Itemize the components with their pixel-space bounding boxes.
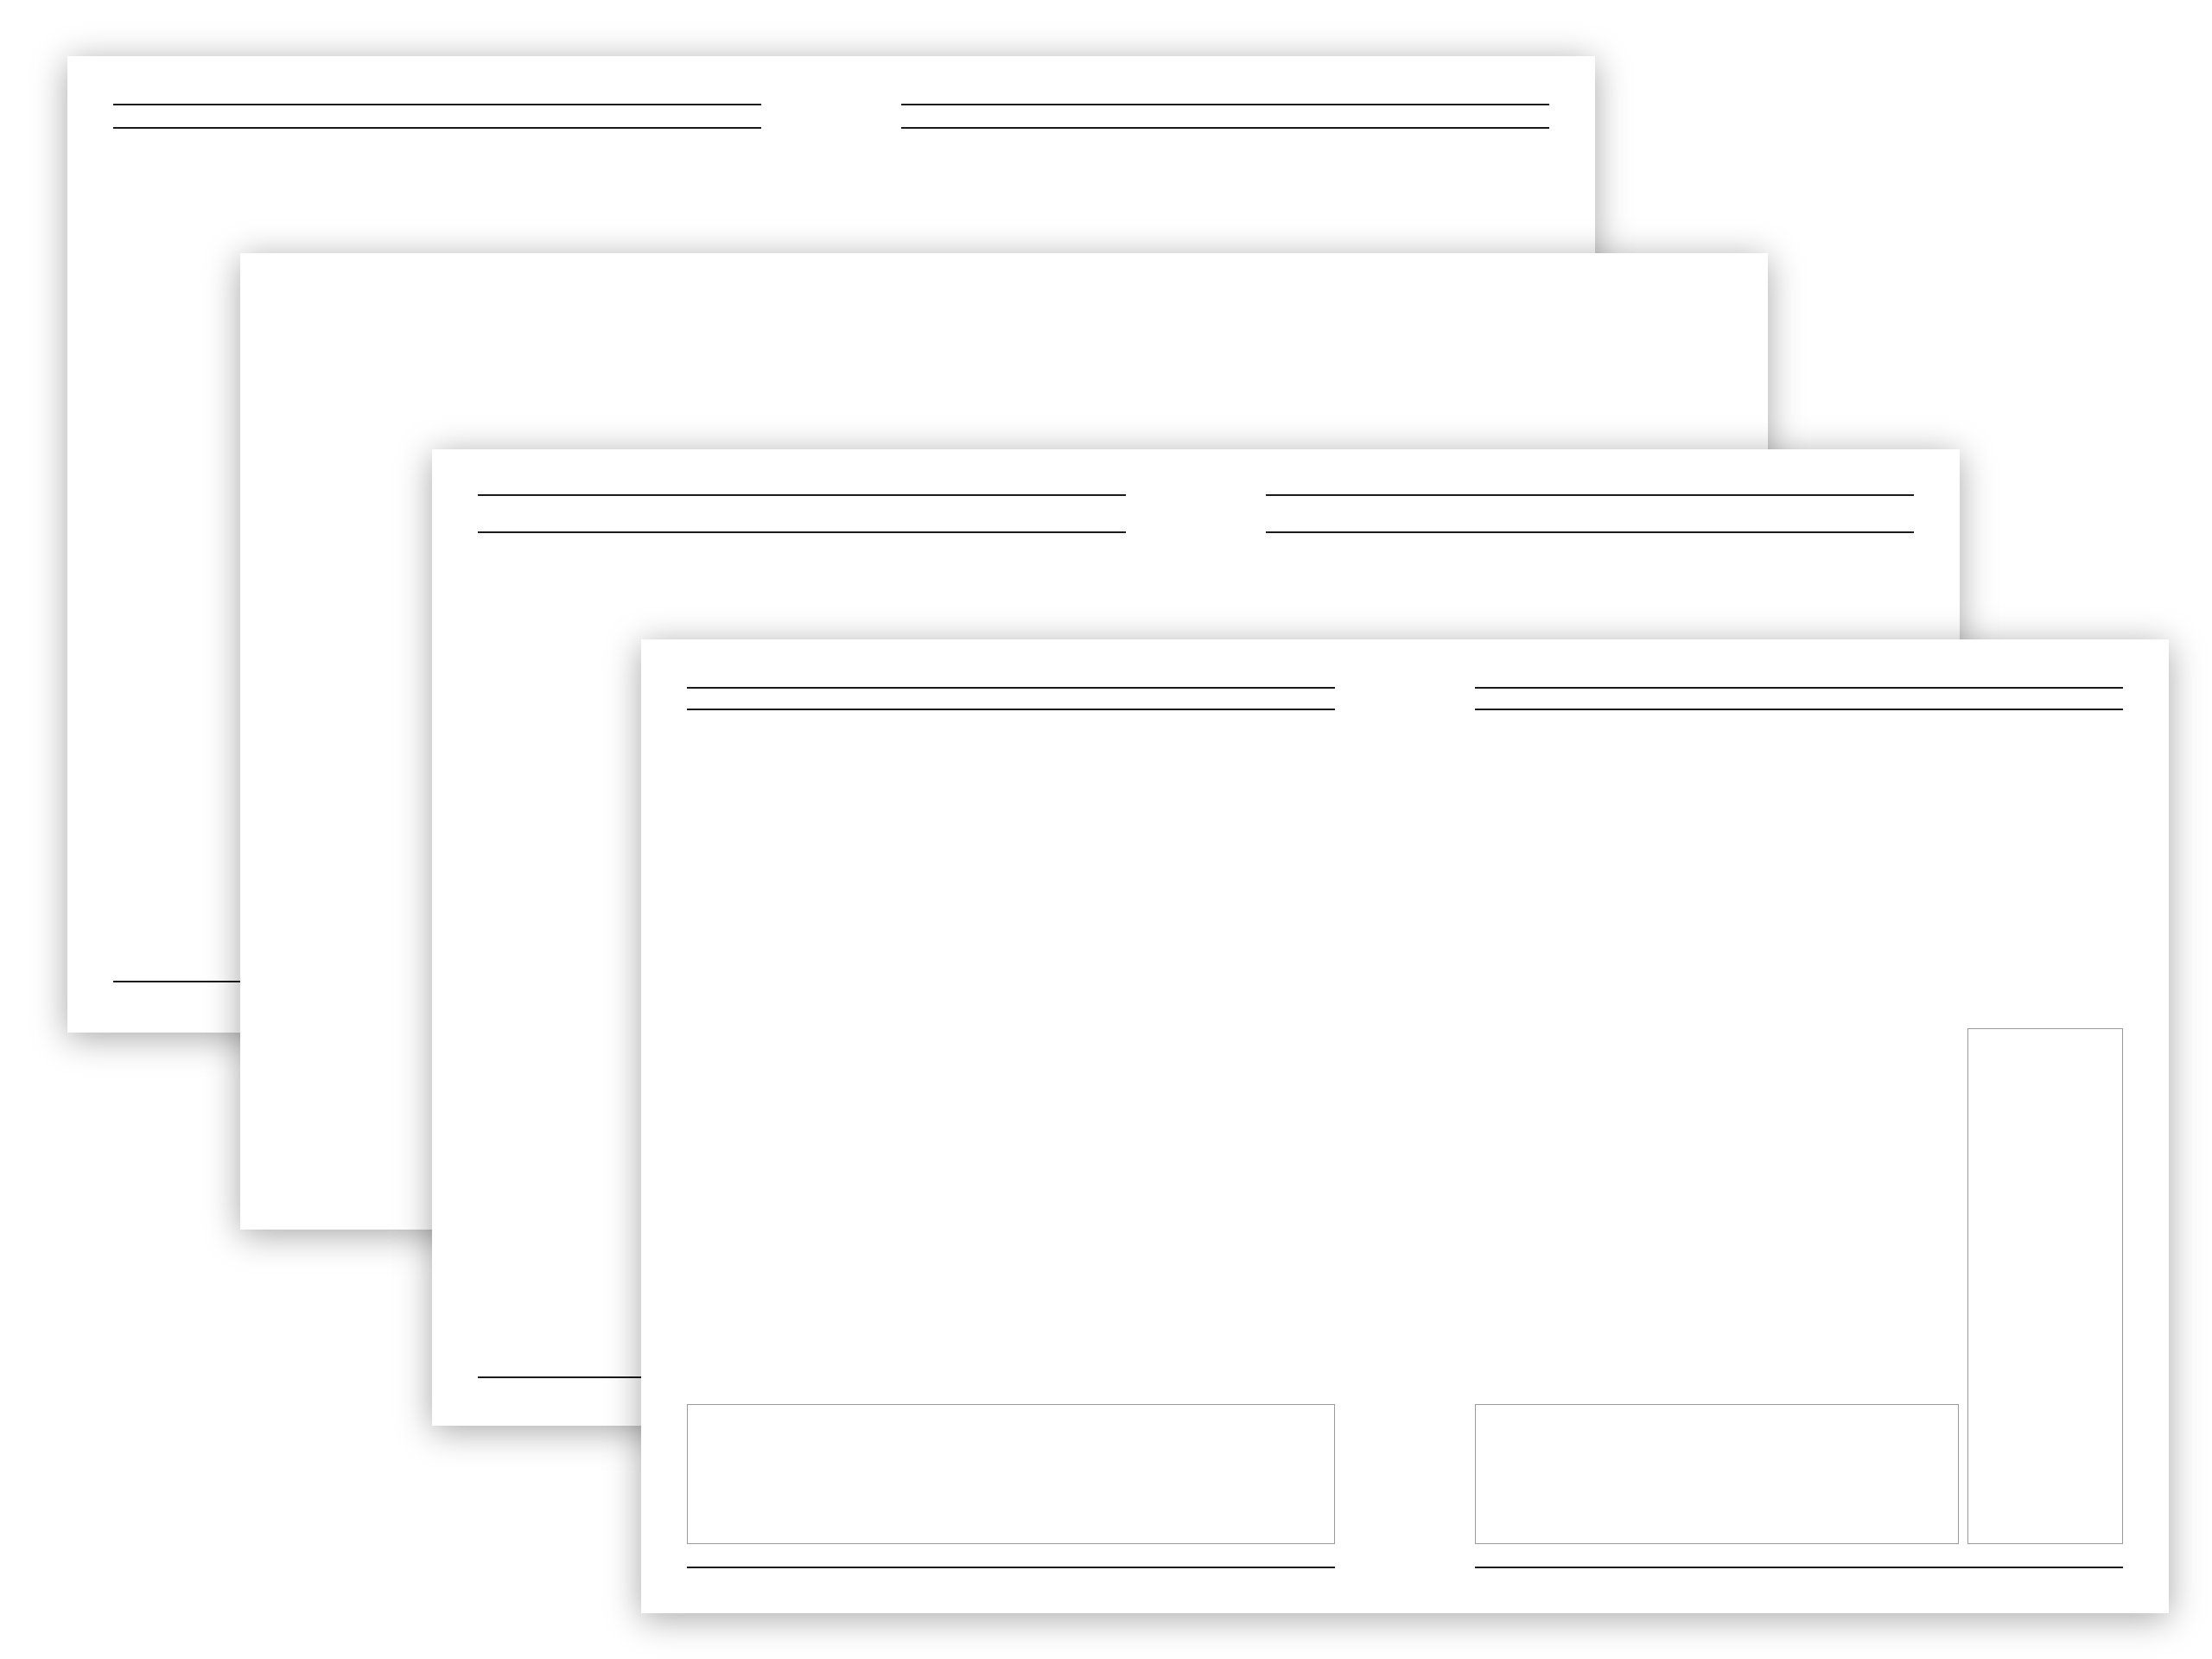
- weekly-grid-sheet: [641, 639, 2169, 1613]
- left-bottom-rule: [687, 1567, 1335, 1568]
- right-top-rule: [1266, 494, 1914, 496]
- right-bottom-rule: [1475, 1567, 2123, 1568]
- notes-box-right: [1475, 1404, 1959, 1544]
- right-second-rule: [1475, 709, 2123, 710]
- goals-box: [1967, 1028, 2123, 1544]
- left-second-rule: [687, 709, 1335, 710]
- header-bottom-rule: [478, 531, 1126, 533]
- title-rule: [113, 127, 761, 129]
- left-top-rule: [687, 687, 1335, 689]
- top-rule: [113, 104, 761, 105]
- title-rule-right: [901, 127, 1549, 129]
- header-top-rule: [478, 494, 1126, 496]
- right-top-rule: [1475, 687, 2123, 689]
- notes-box-left: [687, 1404, 1335, 1544]
- top-rule-right: [901, 104, 1549, 105]
- right-second-rule: [1266, 531, 1914, 533]
